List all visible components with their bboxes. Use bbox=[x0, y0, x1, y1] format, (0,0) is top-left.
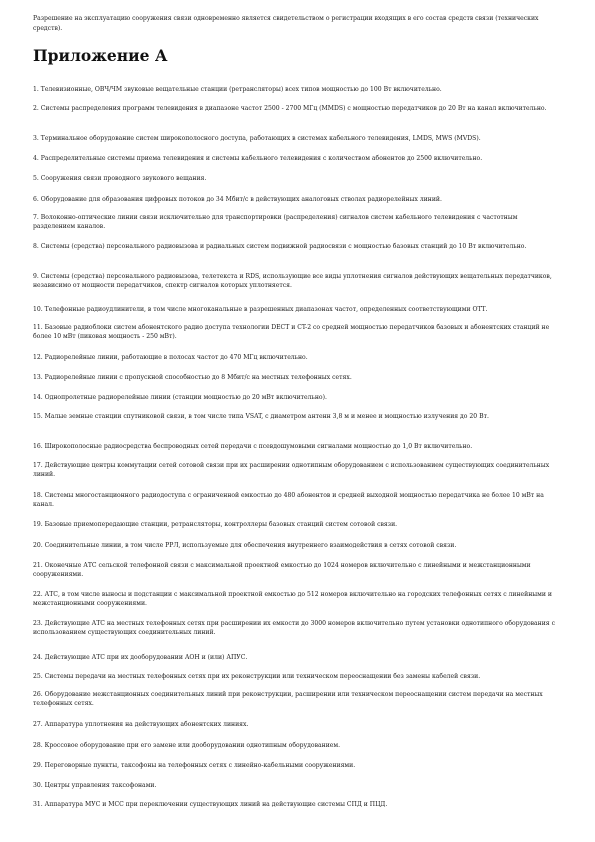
list-item: 18. Системы многостанционного радиодоступа с ограниченной емкостью до 480 абонентов и средней выходной мощностью передатчика не более 10 мВт на канал. bbox=[33, 492, 544, 509]
list-item: 13. Радиорелейные линии с пропускной способностью до 8 Мбит/с на местных телефонных сетях. bbox=[33, 374, 352, 381]
list-item: 31. Аппаратура МУС и МСС при переключении существующих линий на действующие системы СПД и ПЦД. bbox=[33, 801, 388, 808]
list-item: 3. Терминальное оборудование систем широкополосного доступа, работающих в системах кабельного телевидения, LMDS, MWS (MVDS). bbox=[33, 135, 481, 142]
list-item: 28. Кроссовое оборудование при его замене или дооборудовании однотипным оборудованием. bbox=[33, 742, 341, 749]
list-item: 12. Радиорелейные линии, работающие в полосах частот до 470 МГц включительно. bbox=[33, 354, 308, 361]
list-item: 22. АТС, в том числе выносы и подстанции с максимальной проектной емкостью до 512 номеров включительно на городских телефонных сетях с линейными и межстанционными сооружениями. bbox=[33, 591, 552, 608]
list-item: 2. Системы распределения программ телевидения в диапазоне частот 2500 - 2700 МГц (MMDS) с мощностью передатчиков до 20 Вт на канал включительно. bbox=[33, 105, 547, 112]
list-item: 17. Действующие центры коммутации сетей сотовой связи при их расширении однотипным оборудованием с использованием существующих соединительных линий. bbox=[33, 462, 550, 479]
list-item: 16. Широкополосные радиосредства беспроводных сетей передачи с псевдошумовыми сигналами мощностью до 1,0 Вт включительно. bbox=[33, 443, 473, 450]
intro-paragraph: Разрешение на эксплуатацию сооружения связи одновременно является свидетельством о регистрации входящих в его состав средств связи (технических средств). bbox=[33, 15, 539, 32]
list-item: 1. Телевизионные, ОВЧ/ЧМ звуковые вещательные станции (ретрансляторы) всех типов мощностью до 100 Вт включительно. bbox=[33, 86, 442, 93]
list-item: 30. Центры управления таксофонами. bbox=[33, 782, 157, 789]
list-item: 26. Оборудование межстанционных соединительных линий при реконструкции, расширении или техническом переоснащении систем передачи на местных телефонных сетях. bbox=[33, 691, 543, 708]
list-item: 10. Телефонные радиоудлинители, в том числе многоканальные в разрешенных диапазонах частот, определенных соответствующими ОТТ. bbox=[33, 306, 488, 313]
list-item: 25. Системы передачи на местных телефонных сетях при их реконструкции или техническом переоснащении без замены кабелей связи. bbox=[33, 673, 481, 680]
list-item: 24. Действующие АТС при их дооборудовании АОН и (или) АПУС. bbox=[33, 654, 248, 661]
list-item: 23. Действующие АТС на местных телефонных сетях при расширении их емкости до 3000 номеров включительно путем установки однотипного оборудования с использованием существующих соединительных линий. bbox=[33, 620, 556, 637]
list-item: 7. Волоконно-оптические линии связи исключительно для транспортировки (распределения) сигналов систем кабельного телевидения с частотным разделением каналов. bbox=[33, 214, 518, 231]
list-item: 20. Соединительные линии, в том числе РРЛ, используемые для обеспечения внутреннего взаимодействия в сетях сотовой связи. bbox=[33, 542, 457, 549]
list-item: 21. Оконечные АТС сельской телефонной связи с максимальной проектной емкостью до 1024 номеров включительно с линейными и межстанционными сооружениями. bbox=[33, 562, 531, 579]
list-item: 27. Аппаратура уплотнения на действующих абонентских линиях. bbox=[33, 721, 249, 728]
list-item: 19. Базовые приемопередающие станции, ретрансляторы, контроллеры базовых станций систем сотовой связи. bbox=[33, 521, 398, 528]
appendix-title: Приложение А bbox=[33, 46, 168, 66]
list-item: 8. Системы (средства) персонального радиовызова и радиальных систем подвижной радиосвязи с мощностью базовых станций до 10 Вт включительно. bbox=[33, 243, 527, 250]
list-item: 5. Сооружения связи проводного звукового вещания. bbox=[33, 175, 207, 182]
list-item: 6. Оборудование для образования цифровых потоков до 34 Мбит/с в действующих аналоговых стволах радиорелейных линий. bbox=[33, 196, 442, 203]
list-item: 11. Базовые радиоблоки систем абонентского радио доступа технологии DECT и CT-2 со средней мощностью передатчиков базовых и абонентских станций не более 10 мВт (пиковая мощность - 250 мВт). bbox=[33, 324, 550, 341]
list-item: 14. Однопролетные радиорелейные линии (станции мощностью до 20 мВт включительно). bbox=[33, 394, 327, 401]
list-item: 29. Переговорные пункты, таксофоны на телефонных сетях с линейно-кабельными сооружениями. bbox=[33, 762, 356, 769]
list-item: 9. Системы (средства) персонального радиовызова, телетекста и RDS, использующие все виды уплотнения сигналов действующих вещательных передатчиков, независимо от мощности передатчиков, спектр сигналов которых уплотняется. bbox=[33, 273, 552, 290]
list-item: 15. Малые земные станции спутниковой связи, в том числе типа VSAT, с диаметром антенн 3,8 м и менее и мощностью излучения до 20 Вт. bbox=[33, 413, 489, 420]
list-item: 4. Распределительные системы приема телевидения и системы кабельного телевидения с количеством абонентов до 2500 включительно. bbox=[33, 155, 483, 162]
